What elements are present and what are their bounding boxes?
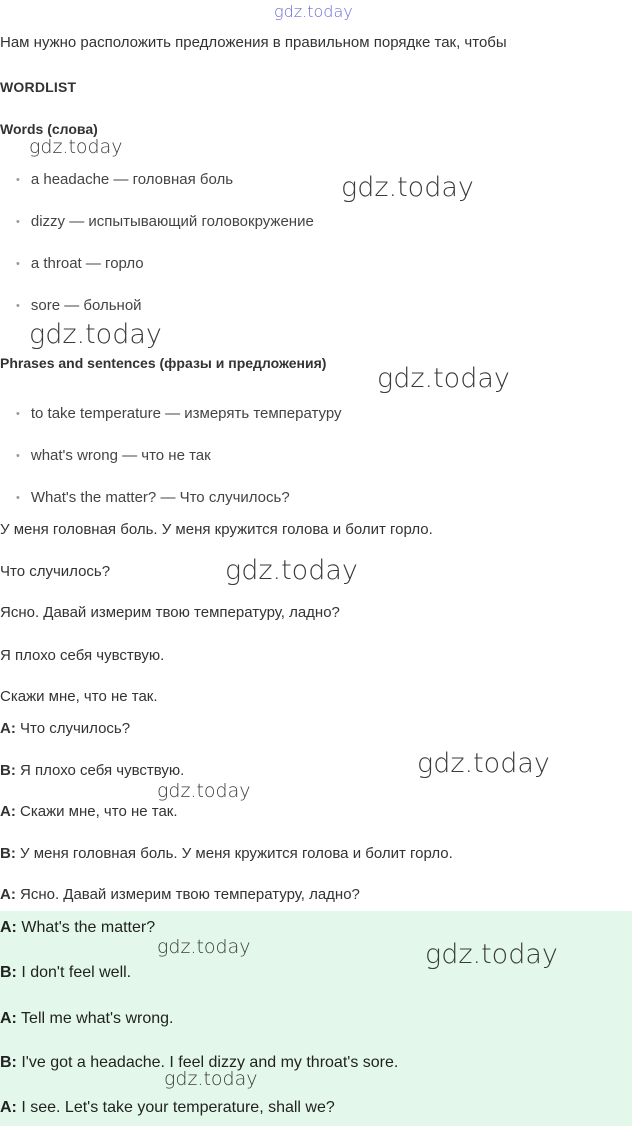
watermark: gdz.today xyxy=(377,363,510,394)
speaker-label: B: xyxy=(0,762,16,779)
speaker-label: A: xyxy=(0,1010,17,1027)
dialogue-line-ru xyxy=(0,762,184,779)
dialogue-line-ru xyxy=(0,720,130,737)
line-text: I've got a headache. I feel dizzy and my throat's sore. xyxy=(21,1054,399,1071)
speaker-label: A: xyxy=(0,919,17,936)
dialogue-line-en xyxy=(0,1099,335,1117)
line-text: Tell me what's wrong. xyxy=(21,1010,174,1027)
watermark: gdz.today xyxy=(164,1068,258,1090)
dialogue-line-ru xyxy=(0,886,360,903)
words-heading: Words (слова) xyxy=(0,121,98,137)
watermark: gdz.today xyxy=(157,780,251,802)
line-text: Ясно. Давай измерим твою температуру, ладно? xyxy=(20,886,360,903)
unordered-sentence: Ясно. Давай измерим твою температуру, ладно? xyxy=(0,604,340,621)
intro-text: Нам нужно расположить предложения в правильном порядке так, чтобы xyxy=(0,34,507,51)
phrases-heading: Phrases and sentences (фразы и предложения) xyxy=(0,355,327,371)
dialogue-line-en xyxy=(0,1010,174,1028)
word-item: • a headache — головная боль xyxy=(16,171,233,188)
unordered-sentence: Скажи мне, что не так. xyxy=(0,688,158,705)
line-text: Что случилось? xyxy=(20,720,131,737)
line-text: What's the matter? xyxy=(21,919,156,936)
dialogue-line-ru xyxy=(0,803,178,820)
phrase-item: • What's the matter? — Что случилось? xyxy=(16,489,290,506)
speaker-label: A: xyxy=(0,886,16,903)
watermark: gdz.today xyxy=(274,2,353,21)
line-text: У меня головная боль. У меня кружится голова и болит горло. xyxy=(20,845,453,862)
watermark: gdz.today xyxy=(29,319,162,350)
speaker-label: A: xyxy=(0,803,16,820)
watermark: gdz.today xyxy=(225,555,358,586)
speaker-label: B: xyxy=(0,964,17,981)
speaker-label: B: xyxy=(0,1054,17,1071)
wordlist-heading: WORDLIST xyxy=(0,79,77,95)
dialogue-line-ru xyxy=(0,845,453,862)
watermark: gdz.today xyxy=(425,939,558,970)
speaker-label: B: xyxy=(0,845,16,862)
unordered-sentence: У меня головная боль. У меня кружится голова и болит горло. xyxy=(0,521,433,538)
watermark: gdz.today xyxy=(341,172,474,203)
watermark: gdz.today xyxy=(417,748,550,779)
dialogue-line-en xyxy=(0,919,155,937)
line-text: I see. Let's take your temperature, shall we? xyxy=(21,1099,335,1116)
word-item: • sore — больной xyxy=(16,297,142,314)
speaker-label: A: xyxy=(0,1099,17,1116)
watermark: gdz.today xyxy=(157,936,251,958)
phrase-item: • what's wrong — что не так xyxy=(16,447,211,464)
word-item: • a throat — горло xyxy=(16,255,144,272)
word-item: • dizzy — испытывающий головокружение xyxy=(16,213,314,230)
watermark: gdz.today xyxy=(29,136,123,158)
phrase-item: • to take temperature — измерять температуру xyxy=(16,405,342,422)
line-text: I don't feel well. xyxy=(21,964,132,981)
line-text: Я плохо себя чувствую. xyxy=(20,762,185,779)
speaker-label: A: xyxy=(0,720,16,737)
line-text: Скажи мне, что не так. xyxy=(20,803,178,820)
unordered-sentence: Что случилось? xyxy=(0,563,111,580)
dialogue-line-en xyxy=(0,964,131,982)
unordered-sentence: Я плохо себя чувствую. xyxy=(0,647,165,664)
